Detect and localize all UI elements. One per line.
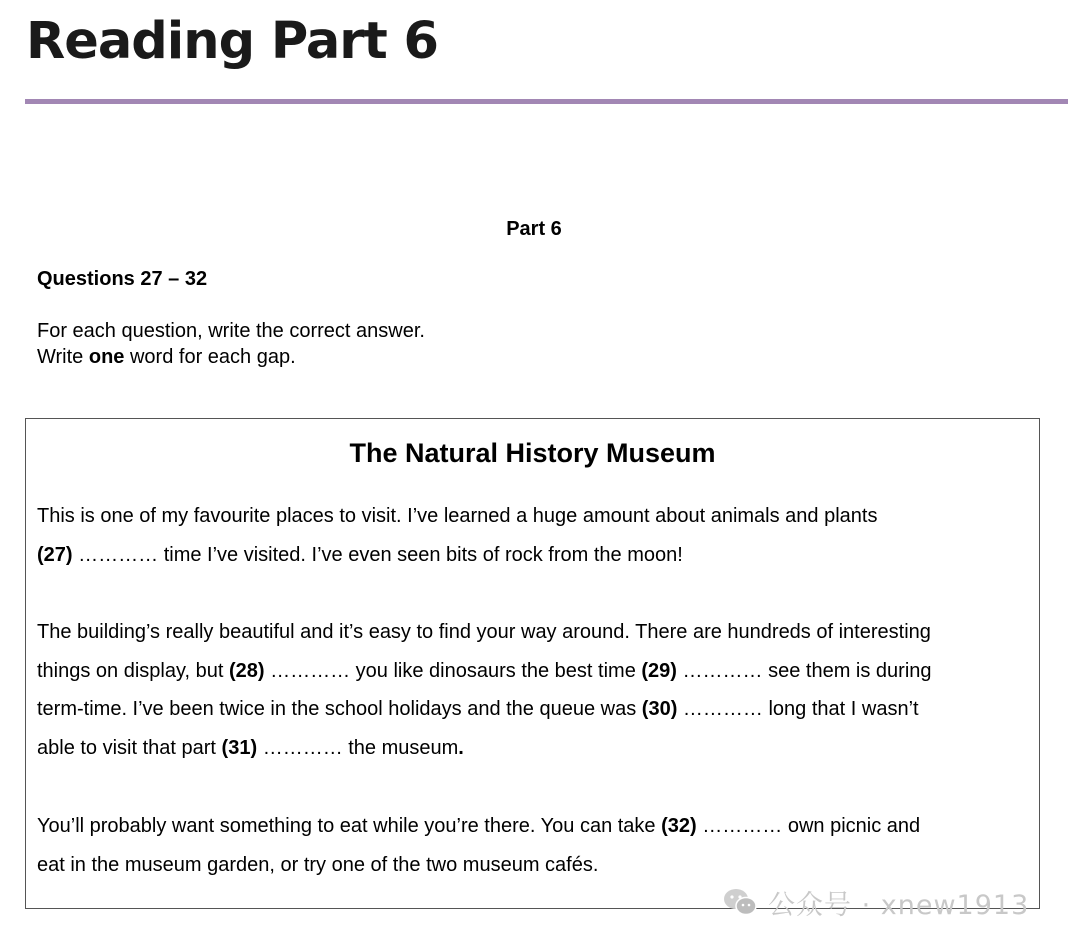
text-line: The building’s really beautiful and it’s easy to find your way around. There are hundreds of interesting <box>37 621 931 643</box>
instructions <box>37 318 425 370</box>
instruction-text: word for each gap. <box>124 346 296 368</box>
paragraph-2 <box>37 613 1037 767</box>
gap-number-30: (30) <box>641 698 678 720</box>
part-heading: Part 6 <box>506 218 562 240</box>
paragraph-1 <box>37 497 1037 574</box>
text-line: eat in the museum garden, or try one of the two museum cafés. <box>37 853 599 876</box>
text-line <box>37 807 1037 846</box>
watermark-text: 公众号 · xnew1913 <box>768 889 1030 921</box>
text-segment: see them is during <box>762 659 932 682</box>
text-title: The Natural History Museum <box>349 438 716 468</box>
text-segment: time I’ve visited. I’ve even seen bits of rock from the moon! <box>158 543 683 566</box>
text-line <box>37 536 1037 575</box>
watermark <box>722 884 1029 920</box>
text-segment: You’ll probably want something to eat while you’re there. You can take <box>37 815 662 837</box>
instruction-line-2 <box>37 344 425 370</box>
questions-range: Questions 27 – 32 <box>37 268 208 290</box>
answer-gap-31[interactable]: ………… <box>262 736 343 759</box>
instruction-emphasis: one <box>88 346 125 368</box>
header-divider <box>25 99 1068 104</box>
instruction-line-1: For each question, write the correct answer. <box>37 320 425 342</box>
page-title: Reading Part 6 <box>26 12 439 71</box>
paragraph-3 <box>37 807 1037 884</box>
gap-number-31: (31) <box>221 736 258 759</box>
text-segment: the museum <box>342 736 459 759</box>
answer-gap-28[interactable]: ………… <box>270 659 351 682</box>
text-line <box>37 690 1037 729</box>
text-segment: you like dinosaurs the best time <box>350 659 642 682</box>
text-segment: able to visit that part <box>37 736 222 759</box>
text-segment: own picnic and <box>782 815 921 837</box>
answer-gap-29[interactable]: ………… <box>682 659 763 682</box>
answer-gap-27[interactable]: ………… <box>78 543 159 566</box>
wechat-icon <box>722 887 758 917</box>
gap-number-27: (27) <box>37 543 73 566</box>
text-segment: things on display, but <box>37 659 229 682</box>
answer-gap-30[interactable]: ………… <box>682 698 763 720</box>
gap-number-32: (32) <box>661 815 697 837</box>
text-segment: long that I wasn’t <box>762 698 919 720</box>
text-line: This is one of my favourite places to visit. I’ve learned a huge amount about animals and plants <box>37 505 878 527</box>
gap-number-29: (29) <box>641 659 677 682</box>
text-line <box>37 729 1037 768</box>
text-segment: . <box>458 736 464 759</box>
reading-text-box <box>25 418 1040 909</box>
text-line <box>37 652 1037 691</box>
gap-number-28: (28) <box>228 659 265 682</box>
instruction-text: Write <box>37 346 89 368</box>
answer-gap-32[interactable]: ………… <box>702 815 783 837</box>
text-segment: term-time. I’ve been twice in the school holidays and the queue was <box>37 698 642 720</box>
